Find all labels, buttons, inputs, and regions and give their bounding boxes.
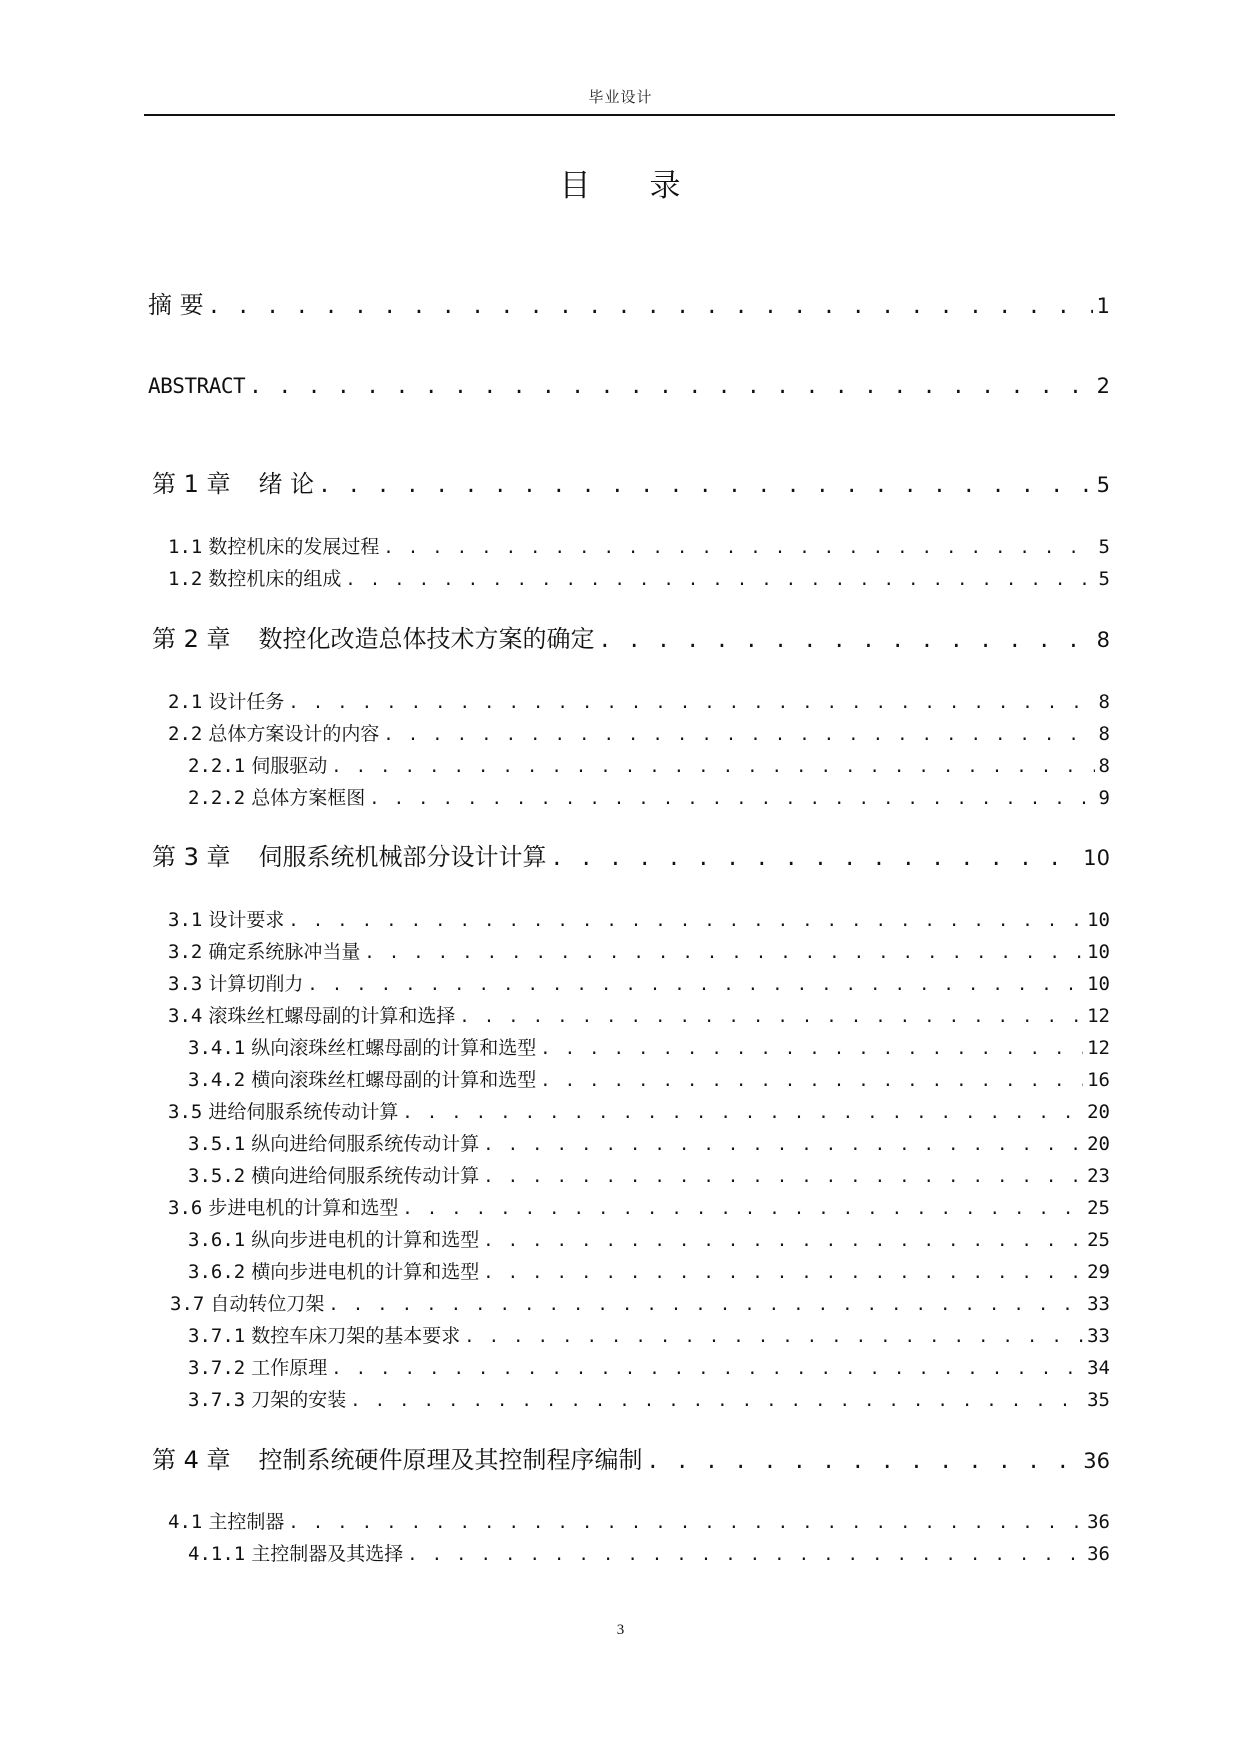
chapter-number: 第 2 章 <box>152 625 231 653</box>
dot-leader <box>350 1391 1083 1411</box>
section-number: 3.2 <box>168 941 203 963</box>
toc-entry-chapter-3[interactable] <box>148 837 1110 872</box>
toc-entry-section[interactable] <box>168 719 1110 746</box>
toc-entry-page: 25 <box>1087 1229 1110 1251</box>
toc-entry-page: 23 <box>1087 1165 1110 1187</box>
toc-entry-page: 8 <box>1096 628 1110 652</box>
section-number: 3.6.1 <box>188 1229 246 1251</box>
section-title: 数控机床的组成 <box>208 568 342 590</box>
toc-entry-section[interactable] <box>168 1097 1110 1124</box>
toc-entry-page: 10 <box>1087 909 1110 931</box>
toc-entry-section[interactable] <box>168 905 1110 932</box>
toc-title-part2: 录 <box>649 168 682 204</box>
section-title: 横向进给伺服系统传动计算 <box>251 1165 480 1187</box>
section-title: 刀架的安装 <box>251 1389 347 1411</box>
section-title: 数控机床的发展过程 <box>208 536 380 558</box>
toc-entry-page: 10 <box>1087 941 1110 963</box>
dot-leader <box>345 570 1094 590</box>
toc-entry-page: 34 <box>1087 1357 1110 1379</box>
dot-leader <box>288 1513 1083 1533</box>
page-number: 3 <box>616 1622 625 1638</box>
section-title: 纵向滚珠丝杠螺母副的计算和选型 <box>251 1037 537 1059</box>
toc-entry-section[interactable] <box>170 1289 1110 1316</box>
chapter-number: 第 3 章 <box>152 843 231 871</box>
section-number: 3.5.2 <box>188 1165 246 1187</box>
dot-leader <box>307 975 1083 995</box>
toc-entry-page: 25 <box>1087 1197 1110 1219</box>
toc-entry-page: 33 <box>1087 1293 1110 1315</box>
dot-leader <box>318 473 1092 497</box>
toc-entry-label: ABSTRACT <box>148 374 246 398</box>
section-number: 3.4.1 <box>188 1037 246 1059</box>
toc-entry-page: 36 <box>1087 1511 1110 1533</box>
section-number: 3.7.2 <box>188 1357 246 1379</box>
dot-leader <box>483 1167 1083 1187</box>
section-title: 自动转位刀架 <box>210 1293 325 1315</box>
section-title: 纵向步进电机的计算和选型 <box>251 1229 480 1251</box>
chapter-title: 控制系统硬件原理及其控制程序编制 <box>258 1446 643 1474</box>
chapter-title: 数控化改造总体技术方案的确定 <box>258 625 595 653</box>
section-title: 纵向进给伺服系统传动计算 <box>251 1133 480 1155</box>
section-number: 2.2 <box>168 723 203 745</box>
toc-entry-subsection[interactable] <box>188 1385 1110 1412</box>
dot-leader <box>599 628 1093 652</box>
toc-entry-section[interactable] <box>168 937 1110 964</box>
section-number: 4.1.1 <box>188 1543 246 1565</box>
chapter-title: 伺服系统机械部分设计计算 <box>258 843 547 871</box>
dot-leader <box>249 374 1092 398</box>
section-title: 工作原理 <box>251 1357 328 1379</box>
toc-entry-section[interactable] <box>168 564 1110 591</box>
section-number: 3.7.3 <box>188 1389 246 1411</box>
section-number: 2.2.2 <box>188 787 246 809</box>
toc-entry-section[interactable] <box>168 969 1110 996</box>
dot-leader <box>369 789 1094 809</box>
section-number: 3.6 <box>168 1197 203 1219</box>
dot-leader <box>540 1039 1083 1059</box>
dot-leader <box>208 294 1093 318</box>
dot-leader <box>288 693 1094 713</box>
dot-leader <box>647 1449 1080 1473</box>
toc-entry-label: 摘 要 <box>148 291 204 319</box>
toc-title-part1: 目 <box>559 168 592 204</box>
dot-leader <box>331 757 1094 777</box>
dot-leader <box>483 1263 1083 1283</box>
dot-leader <box>483 1231 1083 1251</box>
toc-entry-section[interactable] <box>168 1001 1110 1028</box>
toc-entry-chapter-4[interactable] <box>148 1440 1110 1475</box>
section-title: 横向滚珠丝杠螺母副的计算和选型 <box>251 1069 537 1091</box>
section-title: 滚珠丝杠螺母副的计算和选择 <box>208 1005 456 1027</box>
section-number: 2.1 <box>168 691 203 713</box>
dot-leader <box>364 943 1083 963</box>
toc-entry-subsection[interactable] <box>188 1161 1110 1188</box>
toc-entry-subsection[interactable] <box>188 1321 1110 1348</box>
toc-entry-subsection[interactable] <box>188 1033 1110 1060</box>
section-title: 数控车床刀架的基本要求 <box>251 1325 461 1347</box>
section-title: 总体方案框图 <box>251 787 366 809</box>
toc-entry-chapter-1[interactable] <box>148 464 1110 499</box>
toc-entry-abstract-en[interactable] <box>148 374 1110 398</box>
section-title: 横向步进电机的计算和选型 <box>251 1261 480 1283</box>
toc-entry-subsection[interactable] <box>188 751 1110 778</box>
dot-leader <box>288 911 1083 931</box>
section-number: 3.4 <box>168 1005 203 1027</box>
toc-entry-page: 2 <box>1096 374 1110 398</box>
dot-leader <box>402 1199 1083 1219</box>
section-number: 1.1 <box>168 536 203 558</box>
section-title: 步进电机的计算和选型 <box>208 1197 399 1219</box>
dot-leader <box>402 1103 1083 1123</box>
dot-leader <box>383 725 1094 745</box>
toc-entry-subsection[interactable] <box>188 783 1110 810</box>
section-title: 确定系统脉冲当量 <box>208 941 361 963</box>
toc-entry-subsection[interactable] <box>188 1129 1110 1156</box>
section-number: 3.4.2 <box>188 1069 246 1091</box>
section-number: 3.7.1 <box>188 1325 246 1347</box>
toc-entry-subsection[interactable] <box>188 1065 1110 1092</box>
section-number: 4.1 <box>168 1511 203 1533</box>
section-number: 2.2.1 <box>188 755 246 777</box>
dot-leader <box>551 846 1080 870</box>
toc-entry-page: 35 <box>1087 1389 1110 1411</box>
section-number: 1.2 <box>168 568 203 590</box>
dot-leader <box>383 538 1094 558</box>
toc-entry-abstract-cn[interactable] <box>148 285 1110 320</box>
chapter-number: 第 1 章 <box>152 470 231 498</box>
section-title: 总体方案设计的内容 <box>208 723 380 745</box>
section-number: 3.6.2 <box>188 1261 246 1283</box>
toc-entry-page: 5 <box>1096 473 1110 497</box>
toc-entry-page: 36 <box>1083 1449 1110 1473</box>
chapter-title: 绪 论 <box>258 470 315 498</box>
section-title: 进给伺服系统传动计算 <box>208 1101 399 1123</box>
section-title: 计算切削力 <box>208 973 304 995</box>
dot-leader <box>459 1007 1083 1027</box>
toc-entry-page: 16 <box>1087 1069 1110 1091</box>
section-number: 3.3 <box>168 973 203 995</box>
toc-entry-subsection[interactable] <box>188 1257 1110 1284</box>
dot-leader <box>483 1135 1083 1155</box>
dot-leader <box>464 1327 1083 1347</box>
toc-entry-page: 33 <box>1087 1325 1110 1347</box>
toc-entry-page: 10 <box>1083 846 1110 870</box>
toc-entry-section[interactable] <box>168 687 1110 714</box>
section-title: 主控制器及其选择 <box>251 1543 404 1565</box>
toc-entry-page: 12 <box>1087 1037 1110 1059</box>
section-number: 3.5 <box>168 1101 203 1123</box>
toc-entry-subsection[interactable] <box>188 1353 1110 1380</box>
section-title: 伺服驱动 <box>251 755 328 777</box>
toc-entry-page: 29 <box>1087 1261 1110 1283</box>
toc-entry-chapter-2[interactable] <box>148 619 1110 654</box>
toc-entry-subsection[interactable] <box>188 1539 1110 1566</box>
toc-entry-page: 1 <box>1096 294 1110 318</box>
section-number: 3.1 <box>168 909 203 931</box>
toc-entry-page: 8 <box>1098 691 1110 713</box>
toc-entry-section[interactable] <box>168 1193 1110 1220</box>
toc-entry-page: 20 <box>1087 1133 1110 1155</box>
dot-leader <box>331 1359 1083 1379</box>
dot-leader <box>540 1071 1083 1091</box>
section-title: 设计要求 <box>208 909 285 931</box>
toc-entry-page: 8 <box>1098 755 1110 777</box>
toc-entry-page: 5 <box>1098 568 1110 590</box>
section-number: 3.5.1 <box>188 1133 246 1155</box>
chapter-number: 第 4 章 <box>152 1446 231 1474</box>
running-header: 毕业设计 <box>588 88 653 106</box>
dot-leader <box>328 1295 1083 1315</box>
toc-entry-page: 36 <box>1087 1543 1110 1565</box>
toc-entry-page: 8 <box>1098 723 1110 745</box>
toc-entry-section[interactable] <box>168 1507 1110 1534</box>
dot-leader <box>407 1545 1083 1565</box>
toc-entry-page: 5 <box>1098 536 1110 558</box>
toc-entry-subsection[interactable] <box>188 1225 1110 1252</box>
section-title: 主控制器 <box>208 1511 285 1533</box>
toc-entry-page: 10 <box>1087 973 1110 995</box>
toc-entry-page: 20 <box>1087 1101 1110 1123</box>
toc-entry-section[interactable] <box>168 532 1110 559</box>
section-title: 设计任务 <box>208 691 285 713</box>
section-number: 3.7 <box>170 1293 205 1315</box>
toc-entry-page: 12 <box>1087 1005 1110 1027</box>
toc-entry-page: 9 <box>1098 787 1110 809</box>
